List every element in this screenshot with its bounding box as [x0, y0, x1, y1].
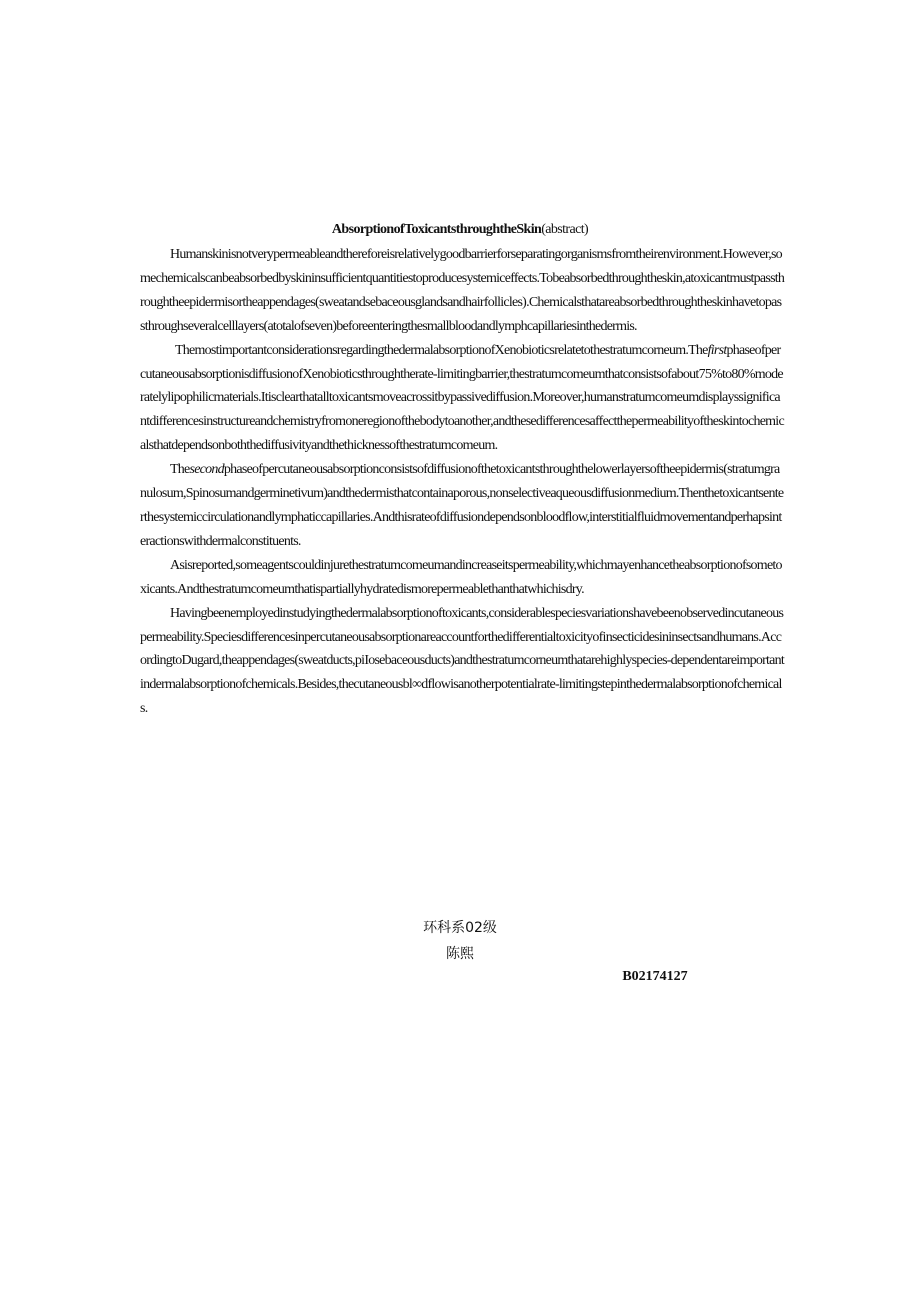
paragraph-text: Humanskinisnotverypermeableandthereforeisrelativelygoodbarrierforseparatingorganismsfromtheirenvironment.However,somechemicalscanbeabsorbedbyskininsufficientquantitiestoproducesystemiceffects.Tobeabsorbedthroughtheskin,atoxicantmustpassthroughtheepidermisortheappendages(sweatandsebaceousglandsandhairfollicles).Chemicalsthatareabsorbedthroughtheskinhavetopassthroughseveralcelllayers(atotalofseven)beforeenteringthesmallbloodandlymphcapillariesinthedermis. [140, 247, 785, 334]
paragraph-1 [140, 243, 785, 339]
paragraph-text: Asisreported,someagentscouldinjurethestratumcomeumandincreaseitspermeability,whichmayenhancetheabsorptionofsometoxicants.Andthestratumcomeumthatispartiallyhydratedismorepermeablethanthatwhichisdry. [140, 557, 782, 597]
paragraph-text: phaseofpercutaneousabsorptionisdiffusionofXenobioticsthroughtherate-limitingbarrier,thestratumcomeumthatconsistsofabout75%to80%moderatelylipophilicmaterials.Itisclearthatalltoxicantsmoveacrossitbypassivediffusion.Moreover,humanstratumcomeumdisplayssignificantdifferencesinstructureandchemistryfromoneregionofthebodytoanother,andthesedifferencesaffectthepermeabilityoftheskintochemicalsthatdependsonboththediffusivityandthethicknessofthestratumcomeum. [140, 342, 784, 454]
paragraph-text: Havingbeenemployedinstudyingthedermalabsorptionoftoxicants,considerablespeciesvariationshavebeenobservedincutaneouspermeability.Speciesdifferencesinpercutaneousabsorptionareaccountforthedifferentialtoxicityofinsecticidesininsectsandhumans.AccordingtoDugard,theappendages(sweatducts,piIosebaceousducts)andthestratumcorneumthatarehighlyspecies-dependentareimportantindermalabsorptionofchemicals.Besides,thecutaneousbl∞dflowisanotherpotentialrate-limitingstepinthedermalabsorptionofchemicals. [140, 605, 784, 717]
paragraph-2 [140, 339, 785, 459]
title-suffix: (abstract) [541, 222, 589, 237]
paragraph-text: phaseofpercutaneousabsorptionconsistsofdiffusionofthetoxicantsthroughthelowerlayersoftheepidermis(stratumgranulosum,Spinosumandgerminetivum)andthedermisthatcontainaporous,nonselectiveaqueousdiffusionmedium.Thenthetoxicantsenterthesystemiccirculationandlymphaticcapillaries.Andthisrateofdiffusiondependsonbloodflow,interstitialfluidmovementandperhapsinteractionswithdermalconstituents. [140, 462, 784, 549]
emphasis-first: first [707, 342, 727, 358]
paragraph-5 [140, 602, 785, 722]
abstract-body [140, 243, 785, 721]
emphasis-second: second [189, 462, 224, 478]
title-main: AbsorptionofToxicantsthroughtheSkin [331, 222, 542, 237]
paragraph-text: The [170, 462, 190, 478]
signature-name: 陈熙 [446, 946, 474, 962]
paragraph-4 [140, 554, 785, 602]
paragraph-text: ThemostimportantconsiderationsregardingthedermalabsorptionofXenobioticsrelatetothestratumcorneum.The [175, 342, 708, 358]
signature-department: 环科系02级 [423, 920, 497, 936]
document-title [140, 219, 780, 241]
paragraph-3 [140, 458, 785, 554]
signature-student-id: B02174127 [622, 969, 688, 984]
